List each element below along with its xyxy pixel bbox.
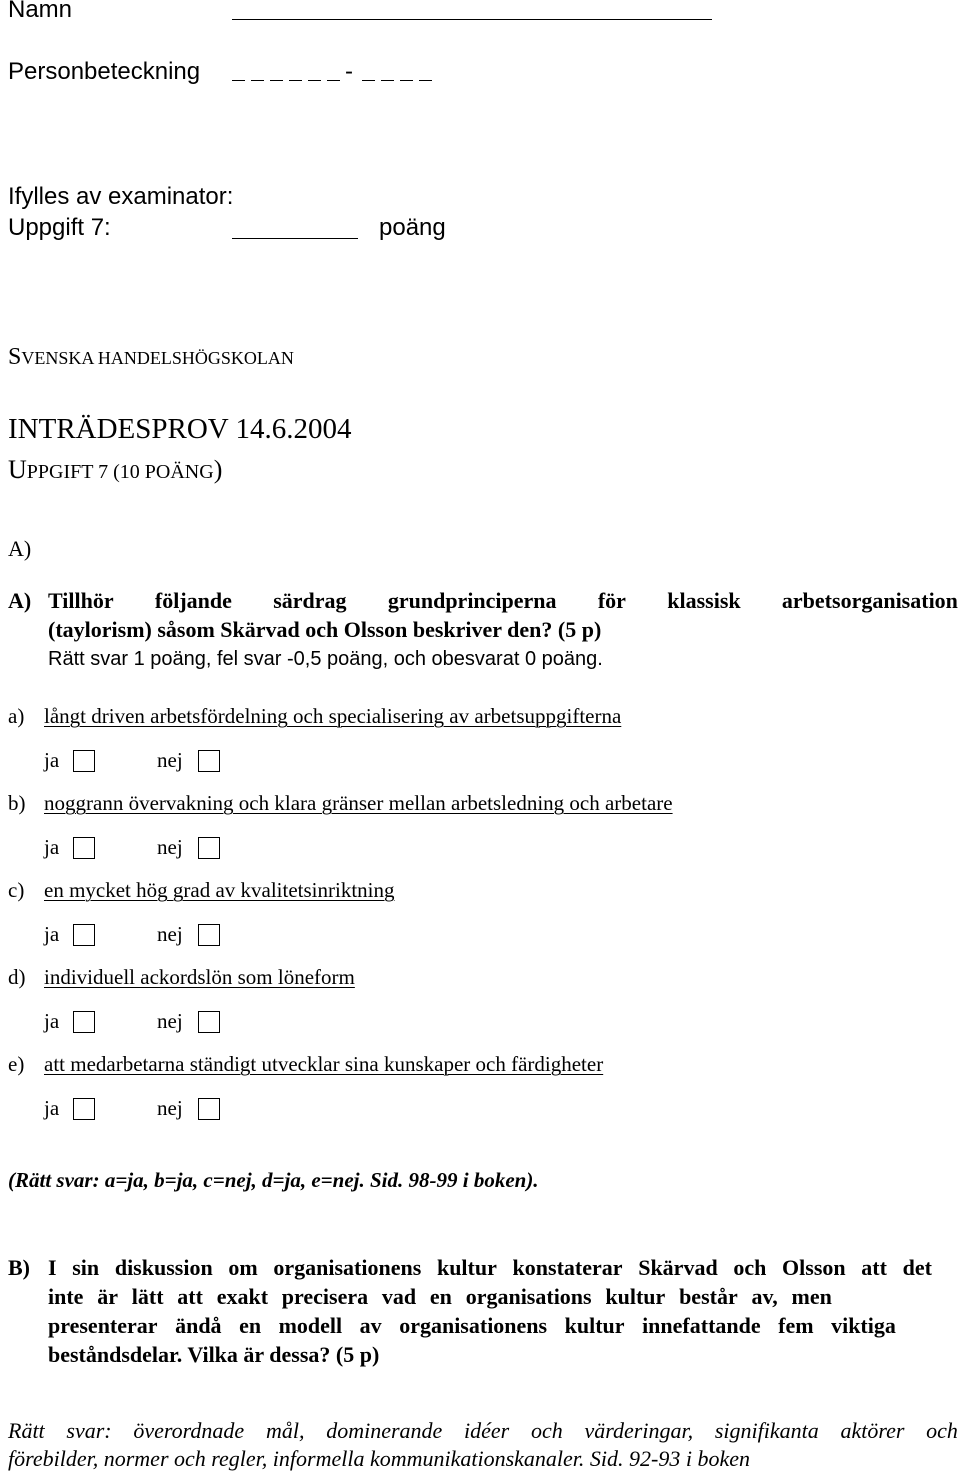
task-heading: UPPGIFT 7 (10 POÄNG) [8, 455, 223, 484]
no-checkbox[interactable] [198, 1011, 220, 1033]
section-b-question-line4: beståndsdelar. Vilka är dessa? (5 p) [48, 1342, 380, 1367]
personid-separator: - [345, 58, 353, 85]
item-text: individuell ackordslön som löneform [44, 965, 355, 989]
yes-label: ja [44, 1096, 60, 1120]
section-b-marker: B) [8, 1255, 30, 1280]
section-b-question-line1: I sin diskussion om organisationens kultur konstaterar Skärvad och Olsson att det [48, 1255, 932, 1280]
yes-checkbox[interactable] [73, 1011, 95, 1033]
no-checkbox[interactable] [198, 924, 220, 946]
exam-title: INTRÄDESPROV 14.6.2004 [8, 413, 352, 445]
name-input-line[interactable] [232, 19, 712, 20]
section-a-marker: A) [8, 588, 32, 613]
no-label: nej [157, 748, 183, 772]
points-label: poäng [379, 214, 446, 241]
task-label: Uppgift 7: [8, 214, 111, 241]
yes-checkbox[interactable] [73, 837, 95, 859]
item-letter: b) [8, 791, 26, 815]
yes-label: ja [44, 748, 60, 772]
yes-label: ja [44, 1009, 60, 1033]
item-letter: d) [8, 965, 26, 989]
section-a-question-line2: (taylorism) såsom Skärvad och Olsson beskriver den? (5 p) [48, 617, 602, 642]
section-a-scoring: Rätt svar 1 poäng, fel svar -0,5 poäng, och obesvarat 0 poäng. [48, 648, 603, 670]
yes-checkbox[interactable] [73, 924, 95, 946]
section-b-answer-line1: Rätt svar: överordnade mål, dominerande idéer och värderingar, signifikanta aktörer och [8, 1418, 958, 1443]
yes-checkbox[interactable] [73, 750, 95, 772]
no-label: nej [157, 1096, 183, 1120]
no-checkbox[interactable] [198, 1098, 220, 1120]
item-text: noggrann övervakning och klara gränser mellan arbetsledning och arbetare [44, 791, 673, 815]
section-a-answer: (Rätt svar: a=ja, b=ja, c=nej, d=ja, e=nej. Sid. 98-99 i boken). [8, 1168, 539, 1192]
no-label: nej [157, 922, 183, 946]
no-label: nej [157, 835, 183, 859]
section-b-question-line3: presenterar ändå en modell av organisationens kultur innefattande fem viktiga [48, 1313, 896, 1338]
section-a-heading: A) [8, 536, 32, 561]
item-text: att medarbetarna ständigt utvecklar sina kunskaper och färdigheter [44, 1052, 604, 1076]
item-letter: e) [8, 1052, 25, 1076]
no-checkbox[interactable] [198, 750, 220, 772]
yes-checkbox[interactable] [73, 1098, 95, 1120]
item-letter: c) [8, 878, 25, 902]
personid-label: Personbeteckning [8, 58, 201, 85]
item-text: långt driven arbetsfördelning och specialisering av arbetsuppgifterna [44, 704, 622, 728]
examiner-label: Ifylles av examinator: [8, 183, 234, 210]
item-letter: a) [8, 704, 25, 728]
section-a-question-line1: Tillhör följande särdrag grundprinciperna för klassisk arbetsorganisation [48, 588, 958, 613]
no-label: nej [157, 1009, 183, 1033]
name-label: Namn [8, 0, 73, 23]
no-checkbox[interactable] [198, 837, 220, 859]
section-b-answer-line2: förebilder, normer och regler, informella kommunikationskanaler. Sid. 92-93 i boken [8, 1446, 750, 1471]
points-input-line[interactable] [232, 238, 358, 239]
institution-name: SVENSKA HANDELSHÖGSKOLAN [8, 344, 294, 370]
yes-label: ja [44, 835, 60, 859]
item-text: en mycket hög grad av kvalitetsinriktning [44, 878, 395, 902]
yes-label: ja [44, 922, 60, 946]
section-b-question-line2: inte är lätt att exakt precisera vad en organisations kultur består av, men [48, 1284, 832, 1309]
